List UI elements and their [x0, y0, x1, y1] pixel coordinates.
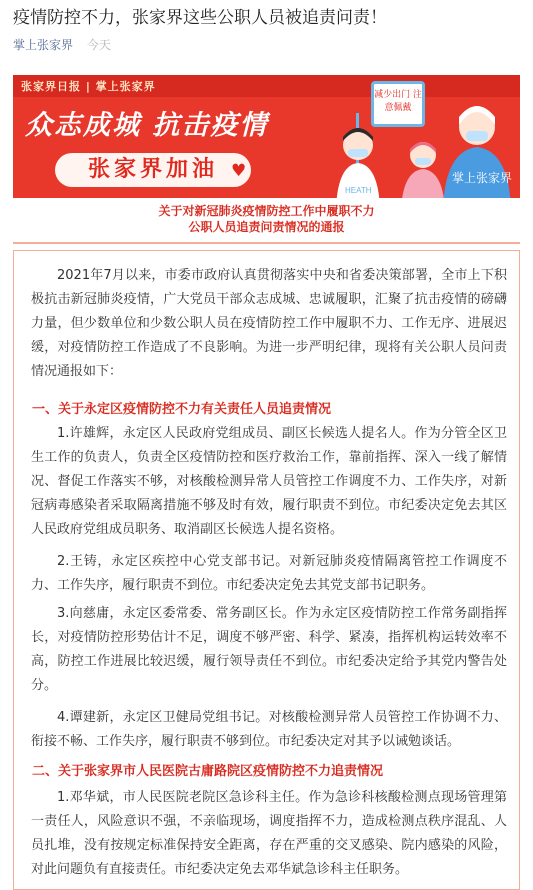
banner-image — [13, 75, 520, 198]
publish-time: 今天 — [86, 38, 111, 52]
medical-worker-illustration — [318, 113, 398, 198]
notice-heading — [13, 203, 520, 235]
section1-paragraph-4: 4.谭建新，永定区卫健局党组书记。对核酸检测异常人员管控工作协调不力、衔接不畅、工作失序，履行职责不够到位。市纪委决定对其予以诫勉谈话。 — [31, 710, 507, 749]
banner-watermark: 掌上张家界 — [451, 171, 512, 185]
banner-cheer: 张家界加油 — [55, 153, 251, 187]
article-title: 疫情防控不力，张家界这些公职人员被追责问责！ — [13, 8, 387, 28]
account-name-link[interactable]: 掌上张家界 — [13, 38, 74, 52]
section1-paragraph-2: 2.王铸，永定区疾控中心党支部书记。对新冠肺炎疫情隔离管控工作调度不力、工作失序，履行职责不到位。市纪委决定免去其党支部书记职务。 — [31, 554, 507, 593]
section2-paragraph-1: 1.邓华斌，市人民医院老院区急诊科主任。作为急诊科核酸检测点现场管理第一责任人，风险意识不强，不亲临现场，调度指挥不力，造成检测点秩序混乱、人员扎堆，没有按规定标准保持安全距离，存在严重的交叉感染、院内感染的风险，对此问题负有直接责任。市纪委决定免去邓华斌急诊科主任职务。 — [31, 790, 507, 877]
svg-text:HEATH: HEATH — [345, 186, 372, 195]
notice-heading-line2: 公职人员追责问责情况的通报 — [188, 220, 345, 234]
section1-paragraph-1: 1.许雄辉，永定区人民政府党组成员、副区长候选人提名人。作为分管全区卫生工作的负责人，负责全区疫情防控和医疗救治工作，靠前指挥、深入一线了解情况、督促工作落实不够，对核酸检测异常人员管控工作调度不力、工作失序，对新冠病毒感染者采取隔离措施不够及时有效，履行职责不到位。市纪委决定免去其区人民政府党组成员职务、取消副区长候选人提名资格。 — [31, 426, 507, 537]
heading-divider — [13, 242, 520, 244]
heart-icon: ♥ — [231, 161, 247, 181]
banner-sign: 减少出门 注意佩戴 — [371, 81, 425, 127]
section-heading-2: 二、关于张家界市人民医院古庸路院区疫情防控不力追责情况 — [32, 764, 384, 779]
banner-brand-logo: 张家界日报 | 掌上张家界 — [21, 80, 156, 93]
section1-paragraph-3: 3.向慈庸，永定区委常委、常务副区长。作为永定区疫情防控工作常务副指挥长，对疫情防控形势估计不足，调度不够严密、科学、紧凑，指挥机构运转效率不高，防控工作进展比较迟缓，履行领导责任不到位。市纪委决定给予其党内警告处分。 — [31, 606, 507, 693]
article-meta — [13, 37, 111, 53]
notice-heading-line1: 关于对新冠肺炎疫情防控工作中履职不力 — [158, 204, 375, 218]
intro-paragraph: 2021年7月以来，市委市政府认真贯彻落实中央和省委决策部署，全市上下积极抗击新冠肺炎疫情，广大党员干部众志成城、忠诚履职，汇聚了抗击疫情的磅礴力量，但少数单位和少数公职人员在疫情防控工作中履职不力、工作无序、进展迟缓，对疫情防控工作造成了不良影响。为进一步严明纪律，现将有关公职人员问责情况通报如下： — [31, 268, 507, 379]
section-heading-1: 一、关于永定区疫情防控不力有关责任人员追责情况 — [32, 402, 332, 417]
banner-slogan: 众志成城 抗击疫情 — [25, 110, 269, 141]
